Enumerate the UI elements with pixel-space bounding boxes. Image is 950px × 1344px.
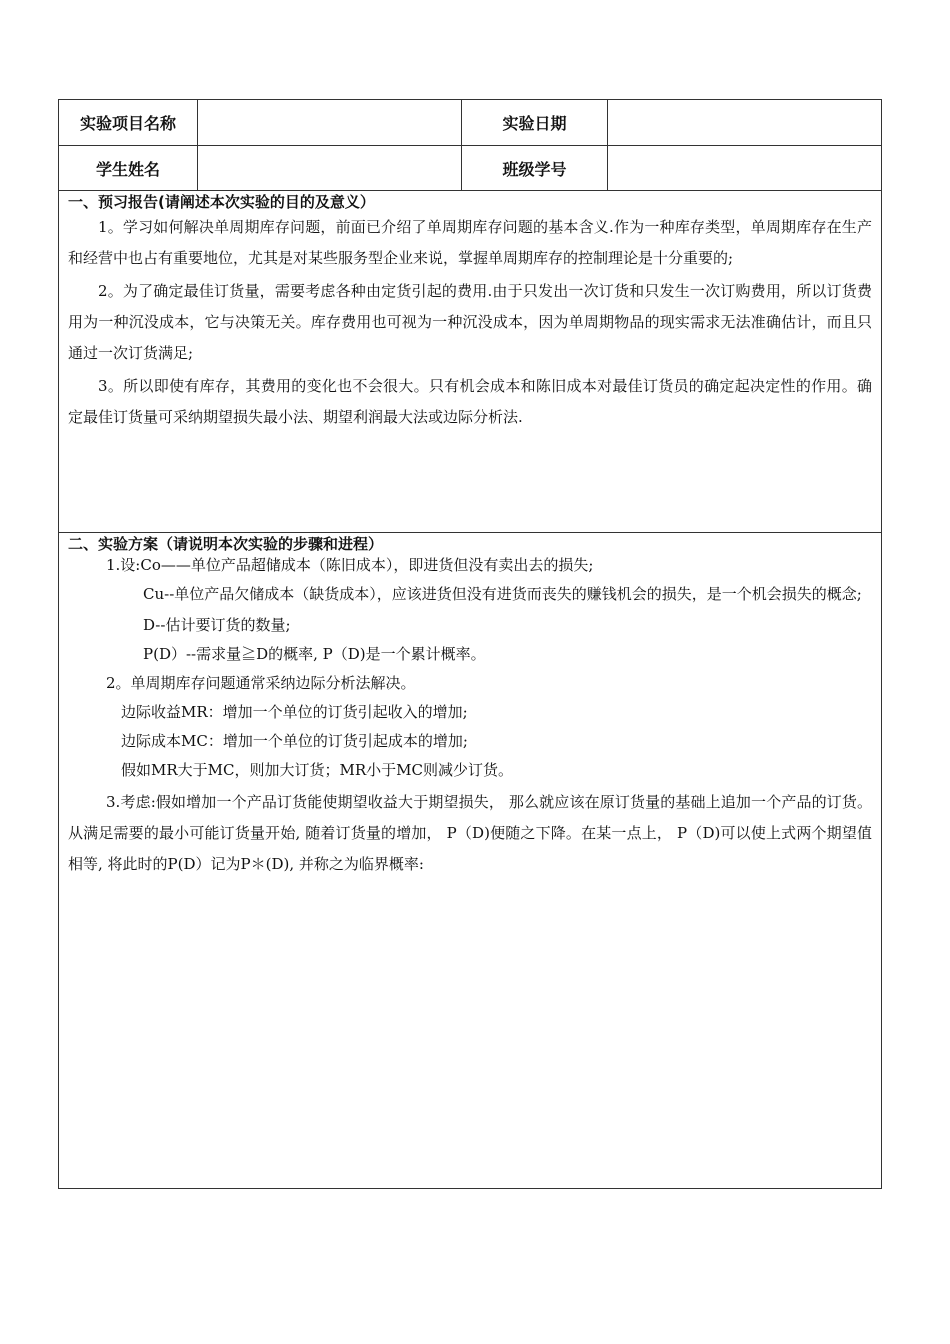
header-row-project [59,100,881,146]
section2-title: 二、实验方案（请说明本次实验的步骤和进程） [68,535,384,553]
class-id-field[interactable] [608,146,881,190]
date-label: 实验日期 [462,100,608,145]
class-id-label: 班级学号 [462,146,608,190]
section2-line-mc: 边际成本MC：增加一个单位的订货引起成本的增加; [121,732,468,750]
section2-line-rule: 假如MR大于MC，则加大订货；MR小于MC则减少订货。 [121,761,513,779]
student-name-field[interactable] [198,146,462,190]
section2-line-mr: 边际收益MR：增加一个单位的订货引起收入的增加; [121,703,468,721]
header-row-student [59,146,881,191]
project-name-label: 实验项目名称 [59,100,198,145]
section1-paragraph-2: 2。为了确定最佳订货量，需要考虑各种由定货引起的费用.由于只发出一次订货和只发生一次订购费用，所以订货费用为一种沉没成本，它与决策无关。库存费用也可视为一种沉没成本，因为单周期物品的现实需求无法准确估计，而且只通过一次订货满足; [68,282,872,362]
section2-paragraph-3: 3.考虑:假如增加一个产品订货能使期望收益大于期望损失， 那么就应该在原订货量的基础上追加一个产品的订货。从满足需要的最小可能订货量开始, 随着订货量的增加， P（D)便随之下降。在某一点上， P（D)可以使上式两个期望值相等, 将此时的P(D）记为P＊(D), 并称之为临界概率: [68,793,872,873]
section2-paragraph-cu: Cu--单位产品欠储成本（缺货成本），应该进货但没有进货而丧失的赚钱机会的损失，是一个机会损失的概念; [143,585,862,603]
project-name-field[interactable] [198,100,462,145]
section1-paragraph-3: 3。所以即使有库存，其费用的变化也不会很大。只有机会成本和陈旧成本对最佳订货员的确定起决定性的作用。确定最佳订货量可采纳期望损失最小法、期望利润最大法或边际分析法. [68,377,872,426]
section-experiment-plan [59,533,881,1188]
section2-line-d: D--估计要订货的数量; [143,616,291,634]
section2-line-co: 1.设:Co——单位产品超储成本（陈旧成本），即进货但没有卖出去的损失; [106,556,594,574]
experiment-report-form [58,99,882,1189]
section-preview-report [59,191,881,533]
section1-title: 一、预习报告(请阐述本次实验的目的及意义） [68,193,375,211]
date-field[interactable] [608,100,881,145]
section1-paragraph-1: 1。学习如何解决单周期库存问题，前面已介绍了单周期库存问题的基本含义.作为一种库存类型，单周期库存在生产和经营中也占有重要地位，尤其是对某些服务型企业来说，掌握单周期库存的控制理论是十分重要的; [68,218,872,267]
section2-line-2: 2。单周期库存问题通常采纳边际分析法解决。 [106,674,416,692]
student-name-label: 学生姓名 [59,146,198,190]
section2-line-pd: P(D）--需求量≧D的概率, P（D)是一个累计概率。 [143,645,486,663]
